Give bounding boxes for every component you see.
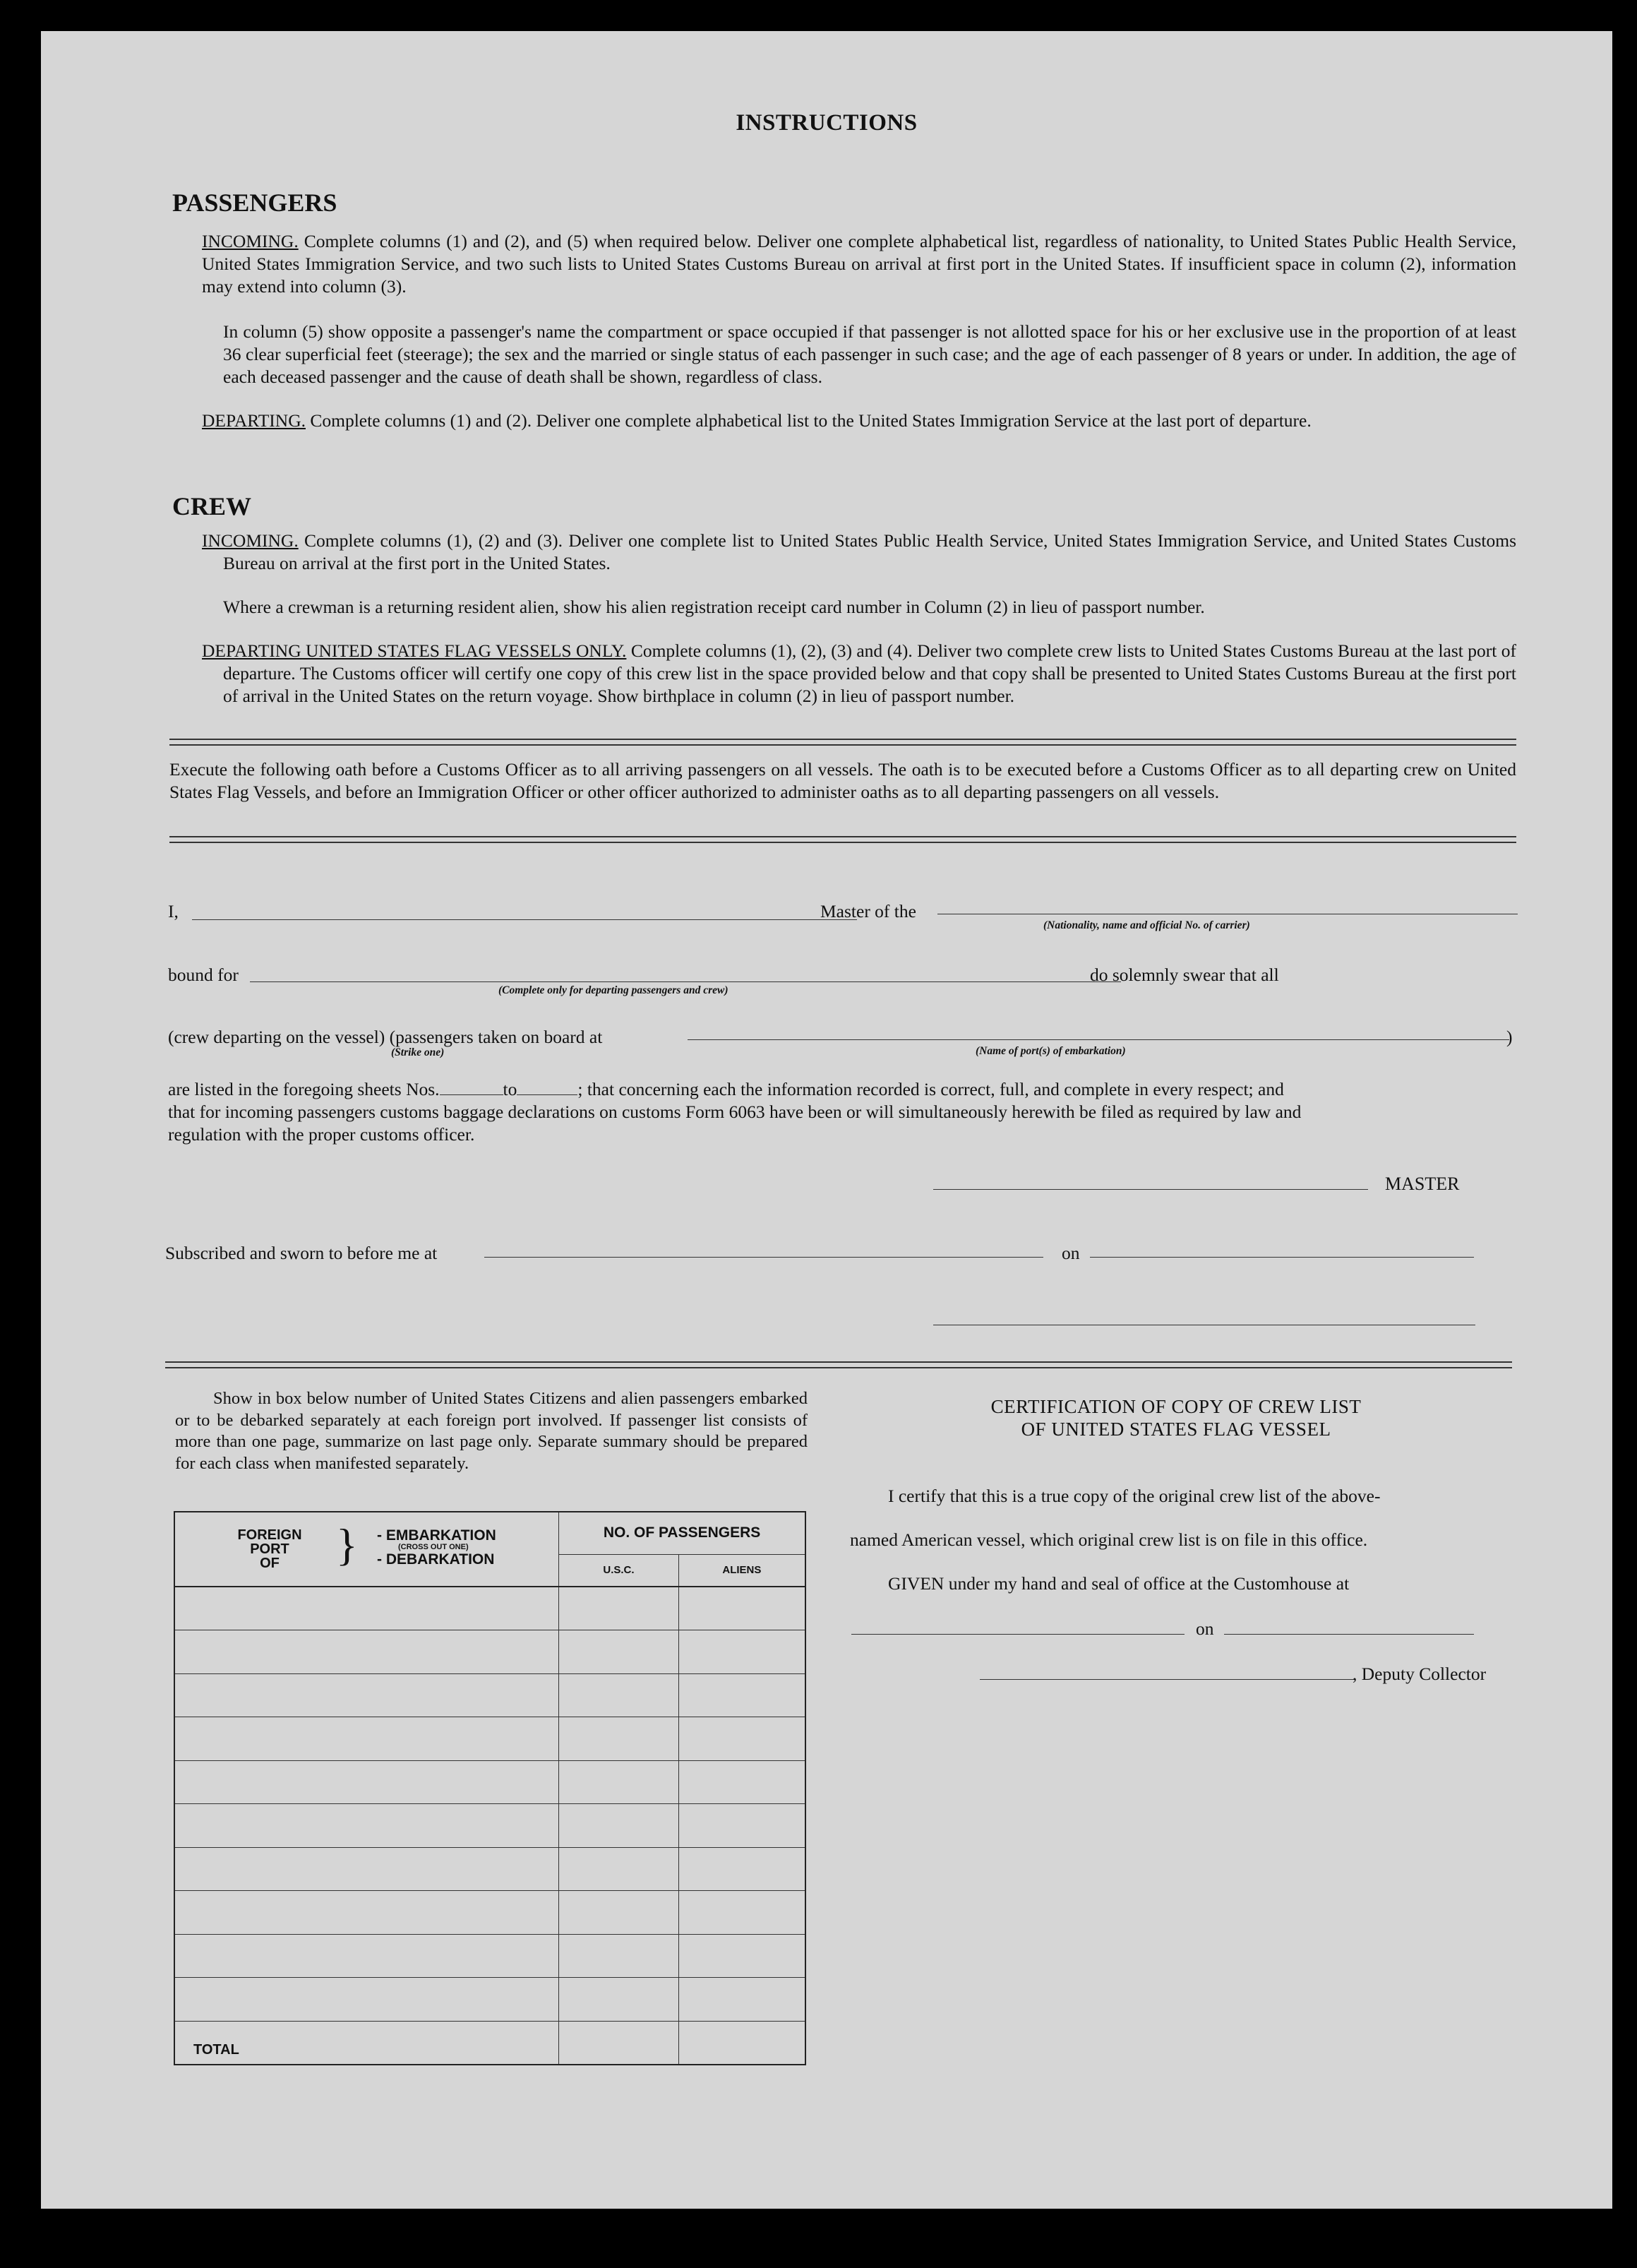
usc-cell[interactable] xyxy=(559,1673,679,1717)
port-cell[interactable] xyxy=(174,1673,559,1717)
master-name-blank[interactable] xyxy=(192,919,857,920)
total-label: TOTAL xyxy=(174,2021,559,2065)
certification-heading-line2: OF UNITED STATES FLAG VESSEL xyxy=(1021,1419,1331,1440)
ports-hint: (Name of port(s) of embarkation) xyxy=(976,1045,1126,1057)
embarkation-label: - EMBARKATION xyxy=(377,1527,496,1544)
double-rule xyxy=(169,836,1516,843)
table-row xyxy=(174,1760,805,1804)
aliens-total-cell[interactable] xyxy=(678,2021,805,2065)
listed-line2: that for incoming passengers customs baggage declarations on customs Form 6063 have been or will simultaneously herewith be filed as required by law and xyxy=(168,1102,1302,1122)
table-row xyxy=(174,1934,805,1978)
crew-incoming-label: INCOMING. xyxy=(202,530,299,551)
embark-debark-stack xyxy=(377,1528,496,1567)
aliens-cell[interactable] xyxy=(678,1673,805,1717)
listed-prefix: are listed in the foregoing sheets Nos. xyxy=(168,1079,440,1099)
crew-resident-paragraph: Where a crewman is a returning resident alien, show his alien registration receipt card number in Column (2) in lieu of passport number. xyxy=(223,597,1205,617)
aliens-cell[interactable] xyxy=(678,1934,805,1978)
summary-instructions: Show in box below number of United States Citizens and alien passengers embarked or to be debarked separately at each foreign port involved. If passenger list consists of more than one page, summarize on last page only. Separate summary should be prepared for each class when manifested separately. xyxy=(175,1389,808,1473)
subscribed-date-blank[interactable] xyxy=(1090,1257,1474,1258)
bound-for-label: bound for xyxy=(168,965,239,985)
port-label-stack xyxy=(220,1528,319,1570)
crew-incoming-text: Complete columns (1), (2) and (3). Deliver one complete list to United States Public Health Service, United States Immigration Service, and United States Customs Bureau on arrival at the first port in the United States. xyxy=(223,530,1517,573)
table-row xyxy=(174,1891,805,1935)
passengers-incoming-label: INCOMING. xyxy=(202,231,299,251)
usc-cell[interactable] xyxy=(559,1760,679,1804)
passengers-incoming-paragraph xyxy=(202,230,1516,298)
form-sheet xyxy=(41,31,1612,2209)
usc-total-cell[interactable] xyxy=(559,2021,679,2065)
sheet-from-blank[interactable] xyxy=(440,1080,503,1095)
table-header-row xyxy=(174,1512,805,1554)
passengers-departing-label: DEPARTING. xyxy=(202,410,306,431)
listed-to: to xyxy=(503,1079,517,1099)
col-of: OF xyxy=(260,1556,280,1571)
carrier-hint: (Nationality, name and official No. of carrier) xyxy=(1043,919,1250,931)
usc-cell[interactable] xyxy=(559,1630,679,1674)
crew-departing-text: Complete columns (1), (2), (3) and (4). Deliver two complete crew lists to United States Customs Bureau at the last port of departure. The Customs officer will certify one copy of this crew list in the space provided below and that copy shall be presented to United States Customs Bureau at the first port of arrival in the United States on the return voyage. Show birthplace in column (2) in lieu of passport number. xyxy=(223,640,1517,706)
port-cell[interactable] xyxy=(174,1891,559,1935)
brace-glyph: } xyxy=(336,1520,358,1570)
usc-cell[interactable] xyxy=(559,1587,679,1630)
port-header-cell xyxy=(174,1512,559,1587)
passengers-incoming-text: Complete columns (1) and (2), and (5) when required below. Deliver one complete alphabetical list, regardless of nationality, to United States Public Health Service, United States Immigration Service, and two such lists to United States Customs Bureau on arrival at first port in the United States. If insufficient space in column (2), information may extend into column (3). xyxy=(202,231,1517,297)
table-row xyxy=(174,1847,805,1891)
table-row xyxy=(174,1978,805,2022)
aliens-cell[interactable] xyxy=(678,1978,805,2022)
total-row xyxy=(174,2021,805,2065)
no-of-passengers-header: NO. OF PASSENGERS xyxy=(559,1512,805,1554)
passengers-heading: PASSENGERS xyxy=(172,189,337,217)
aliens-cell[interactable] xyxy=(678,1760,805,1804)
master-signature-blank[interactable] xyxy=(933,1189,1368,1190)
oath-intro: Execute the following oath before a Customs Officer as to all arriving passengers on all vessels. The oath is to be executed before a Customs Officer as to all departing crew on United States Flag Vessels, and before an Immigration Officer or other officer authorized to administer oaths as to all departing passengers on all vessels. xyxy=(169,759,1516,802)
table-row xyxy=(174,1587,805,1630)
double-rule xyxy=(165,1361,1512,1368)
usc-cell[interactable] xyxy=(559,1717,679,1761)
port-cell[interactable] xyxy=(174,1760,559,1804)
certification-date-blank[interactable] xyxy=(1224,1634,1474,1635)
aliens-header: ALIENS xyxy=(678,1554,805,1587)
listed-rest: ; that concerning each the information recorded is correct, full, and complete in every respect; and xyxy=(577,1079,1284,1099)
port-cell[interactable] xyxy=(174,1630,559,1674)
certification-given: GIVEN under my hand and seal of office at the Customhouse at xyxy=(888,1573,1350,1594)
certification-heading-line1: CERTIFICATION OF COPY OF CREW LIST xyxy=(990,1396,1362,1417)
deputy-signature-blank[interactable] xyxy=(980,1679,1354,1680)
aliens-cell[interactable] xyxy=(678,1891,805,1935)
usc-cell[interactable] xyxy=(559,1934,679,1978)
page-title: INSTRUCTIONS xyxy=(736,110,918,136)
certification-heading xyxy=(850,1395,1502,1440)
crew-departing-label: DEPARTING UNITED STATES FLAG VESSELS ONLY. xyxy=(202,640,627,661)
passengers-departing-paragraph xyxy=(202,410,1516,432)
aliens-cell[interactable] xyxy=(678,1630,805,1674)
aliens-cell[interactable] xyxy=(678,1847,805,1891)
usc-cell[interactable] xyxy=(559,1891,679,1935)
bound-for-blank[interactable] xyxy=(250,981,1121,982)
strike-one-hint: (Strike one) xyxy=(391,1046,445,1058)
usc-cell[interactable] xyxy=(559,1847,679,1891)
customhouse-blank[interactable] xyxy=(851,1634,1185,1635)
col-port: PORT xyxy=(250,1541,289,1557)
embarkation-ports-blank[interactable] xyxy=(688,1039,1509,1040)
table-row xyxy=(174,1630,805,1674)
sheet-to-blank[interactable] xyxy=(517,1080,577,1095)
subscribed-label: Subscribed and sworn to before me at xyxy=(165,1243,438,1263)
crew-departing-paragraph xyxy=(202,640,1516,708)
subscribed-place-blank[interactable] xyxy=(484,1257,1043,1258)
certification-text-line2: named American vessel, which original crew list is on file in this office. xyxy=(850,1529,1368,1550)
port-cell[interactable] xyxy=(174,1804,559,1848)
subscribed-on-label: on xyxy=(1062,1243,1080,1263)
table-row xyxy=(174,1804,805,1848)
bound-hint: (Complete only for departing passengers and crew) xyxy=(498,984,728,996)
crew-incoming-paragraph xyxy=(202,530,1516,575)
usc-cell[interactable] xyxy=(559,1804,679,1848)
debarkation-label: - DEBARKATION xyxy=(377,1551,495,1568)
master-label: MASTER xyxy=(1385,1174,1460,1194)
listed-line3: regulation with the proper customs officer. xyxy=(168,1124,475,1145)
close-paren: ) xyxy=(1506,1027,1513,1047)
usc-cell[interactable] xyxy=(559,1978,679,2022)
usc-header: U.S.C. xyxy=(559,1554,679,1587)
port-cell[interactable] xyxy=(174,1978,559,2022)
crew-heading: CREW xyxy=(172,492,252,520)
oath-i-label: I, xyxy=(168,901,179,921)
double-rule xyxy=(169,739,1516,746)
listed-line1 xyxy=(168,1079,1284,1100)
col-foreign: FOREIGN xyxy=(237,1527,302,1543)
aliens-cell[interactable] xyxy=(678,1717,805,1761)
swear-label: do solemnly swear that all xyxy=(1090,965,1279,985)
deputy-collector-label: , Deputy Collector xyxy=(1353,1664,1487,1684)
aliens-cell[interactable] xyxy=(678,1804,805,1848)
passengers-departing-text: Complete columns (1) and (2). Deliver one complete alphabetical list to the United States Immigration Service at the last port of departure. xyxy=(310,410,1312,431)
master-of-label: Master of the xyxy=(820,901,916,921)
port-cell[interactable] xyxy=(174,1847,559,1891)
port-cell[interactable] xyxy=(174,1717,559,1761)
aliens-cell[interactable] xyxy=(678,1587,805,1630)
port-cell[interactable] xyxy=(174,1587,559,1630)
table-row xyxy=(174,1673,805,1717)
port-cell[interactable] xyxy=(174,1934,559,1978)
passenger-summary-table xyxy=(174,1511,806,2065)
crew-passengers-label: (crew departing on the vessel) (passengers taken on board at xyxy=(168,1027,603,1047)
certification-on-label: on xyxy=(1196,1618,1214,1639)
table-row xyxy=(174,1717,805,1761)
certification-text-line1: I certify that this is a true copy of the original crew list of the above- xyxy=(888,1486,1381,1506)
passengers-column5-paragraph: In column (5) show opposite a passenger's name the compartment or space occupied if that passenger is not allotted space for his or her exclusive use in the proportion of at least 36 clear superficial feet (steerage); the sex and the married or single status of each passenger in such case; and the age of each passenger of 8 years or under. In addition, the age of each deceased passenger and the cause of death shall be shown, regardless of class. xyxy=(223,321,1516,387)
cross-out-label: (CROSS OUT ONE) xyxy=(398,1543,469,1551)
